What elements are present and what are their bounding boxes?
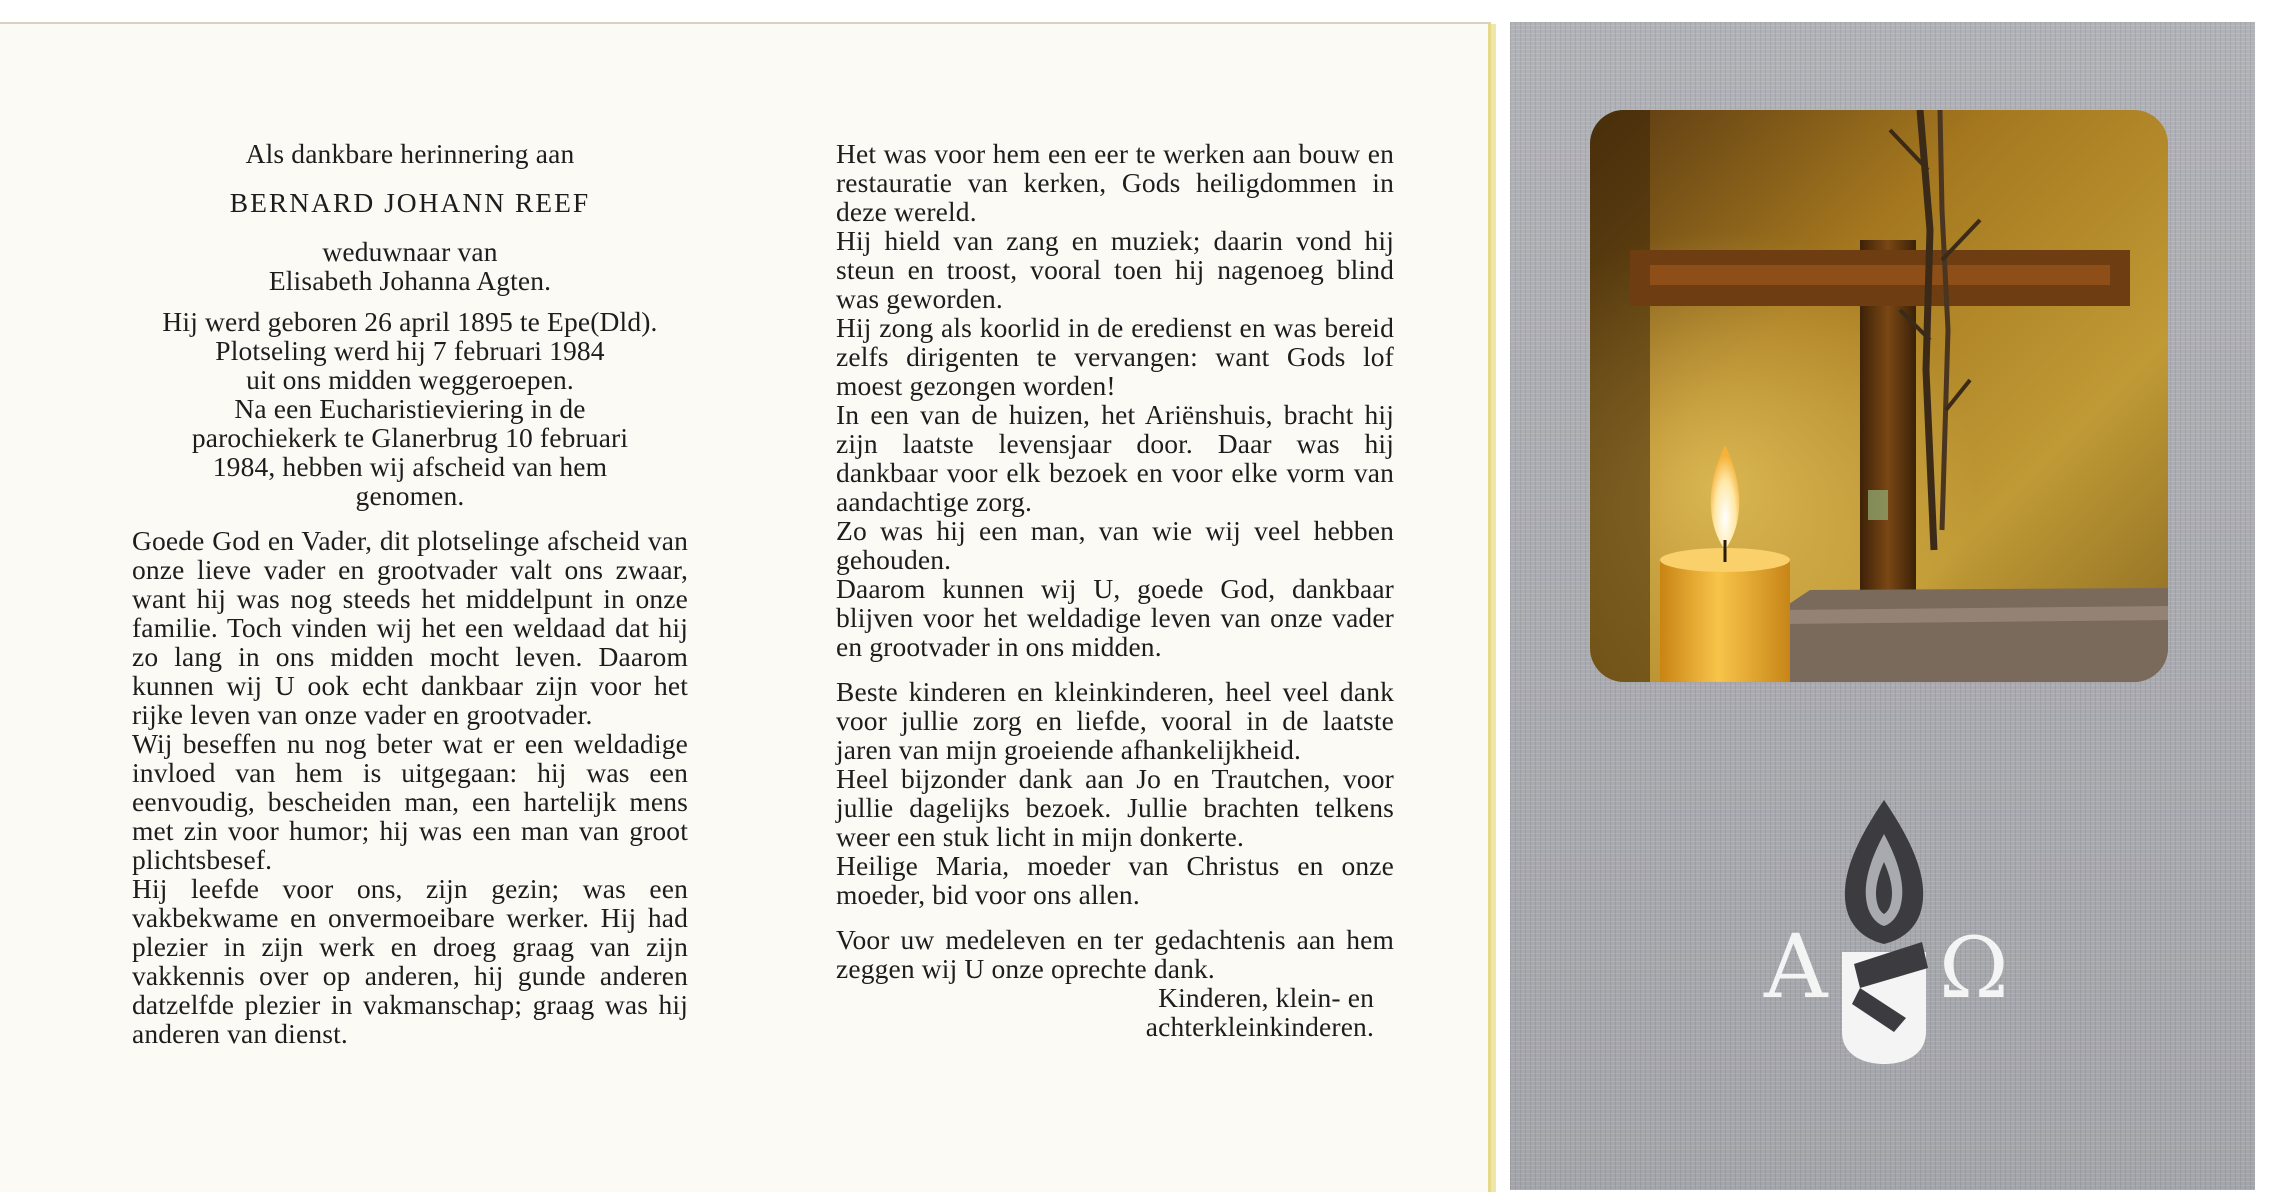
omega-letter: Ω [1939, 919, 2009, 1017]
life-line: uit ons midden weggeroepen. [246, 364, 574, 395]
deceased-name: BERNARD JOHANN REEF [229, 187, 591, 218]
left-text-column [132, 139, 688, 1048]
life-line: 1984, hebben wij afscheid van hem [212, 451, 608, 482]
thanks-paragraph: Heilige Maria, moeder van Christus en onze moeder, bid voor ons allen. [836, 850, 1394, 910]
heading: Als dankbare herinnering aan [245, 138, 575, 169]
signature-line-2: achterkleinkinderen. [1145, 1011, 1374, 1042]
life-line: genomen. [355, 480, 465, 511]
text-paragraph: Zo was hij een man, van wie wij veel hebben gehouden. [836, 515, 1394, 575]
life-line: parochiekerk te Glanerbrug 10 februari [191, 422, 629, 453]
text-paragraph: Daarom kunnen wij U, goede God, dankbaar blijven voor het weldadige leven van onze vader en grootvader in ons midden. [836, 573, 1394, 662]
life-line: Na een Eucharistieviering in de [234, 393, 586, 424]
candle-flame-icon [1842, 800, 1928, 1064]
text-paragraph: Hij zong als koorlid in de eredienst en was bereid zelfs dirigenten te vervangen: want Gods lof moest gezongen worden! [836, 312, 1394, 401]
spouse-line-1: weduwnaar van [322, 236, 498, 267]
cross-and-candle-photo [1590, 110, 2168, 682]
thanks-paragraph: Beste kinderen en kleinkinderen, heel veel dank voor jullie zorg en liefde, vooral in de laatste jaren van mijn groeiende afhankelijkheid. [836, 676, 1394, 765]
prayer-paragraph: Goede God en Vader, dit plotselinge afscheid van onze lieve vader en grootvader valt ons zwaar, want hij was nog steeds het middelpunt in onze familie. Toch vinden wij het een weldaad dat hij zo lang in ons midden mocht leven. Daarom kunnen wij U ook echt dankbaar zijn voor het rijke leven van onze vader en grootvader. [132, 525, 688, 730]
alpha-omega-logo [1734, 792, 2034, 1072]
text-paragraph: Hij hield van zang en muziek; daarin vond hij steun en troost, vooral toen hij nagenoeg blind was geworden. [836, 225, 1394, 314]
text-paragraph: Het was voor hem een eer te werken aan bouw en restauratie van kerken, Gods heiligdommen in deze wereld. [836, 138, 1394, 227]
spouse-line-2: Elisabeth Johanna Agten. [268, 265, 552, 296]
prayer-paragraph: Wij beseffen nu nog beter wat er een weldadige invloed van hem is uitgegaan: hij was een eenvoudig, bescheiden man, een hartelijk mens met zin voor humor; hij was een man van groot plichtsbesef. [132, 728, 688, 875]
life-line: Plotseling werd hij 7 februari 1984 [215, 335, 605, 366]
card-inner-pages [0, 22, 1491, 1192]
right-text-column [836, 139, 1394, 1041]
prayer-paragraph: Hij leefde voor ons, zijn gezin; was een vakbekwame en onvermoeibare werker. Hij had plezier in zijn werk en droeg graag van zijn vakkennis over op anderen, hij gunde anderen datzelfde plezier in vakmanschap; graag was hij anderen van dienst. [132, 873, 688, 1049]
text-paragraph: In een van de huizen, het Ariënshuis, bracht hij zijn laatste levensjaar door. Daar was hij dankbaar voor elk bezoek en voor elke vorm van aandachtige zorg. [836, 399, 1394, 517]
life-line: Hij werd geboren 26 april 1895 te Epe(Dld). [162, 306, 658, 337]
alpha-letter: A [1764, 915, 1828, 1018]
thanks-paragraph: Heel bijzonder dank aan Jo en Trautchen, voor jullie dagelijks bezoek. Jullie brachten telkens weer een stuk licht in mijn donkerte. [836, 763, 1394, 852]
signature-line-1: Kinderen, klein- en [1158, 982, 1374, 1013]
card-cover [1510, 22, 2255, 1190]
closing-paragraph: Voor uw medeleven en ter gedachtenis aan hem zeggen wij U onze oprechte dank. [836, 924, 1394, 984]
